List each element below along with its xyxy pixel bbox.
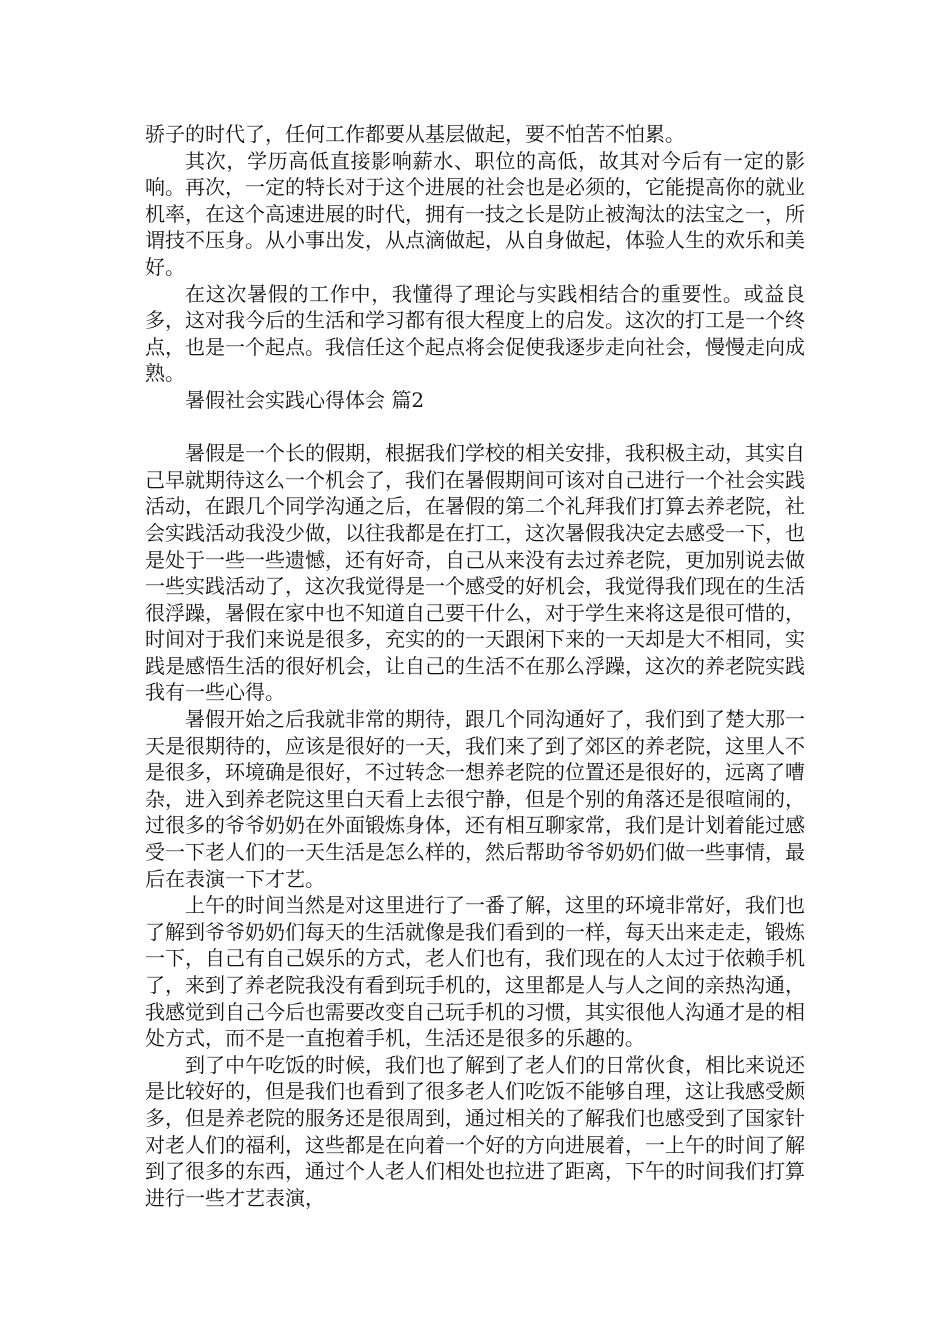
paragraph: 暑假是一个长的假期，根据我们学校的相关安排，我积极主动，其实自己早就期待这么一个机会了，我们在暑假期间可该对自己进行一个社会实践活动，在跟几个同学沟通之后，在暑假的第二个礼拜我们打算去养老院，社会实践活动我没少做，以往我都是在打工，这次暑假我决定去感受一下，也是处于一些一些遗憾，还有好奇，自己从来没有去过养老院，更加别说去做一些实践活动了，这次我觉得是一个感受的好机会，我觉得我们现在的生活很浮躁，暑假在家中也不知道自己要干什么，对于学生来将这是很可惜的，时间对于我们来说是很多，充实的的一天跟闲下来的一天却是大不相同，实践是感悟生活的很好机会，让自己的生活不在那么浮躁，这次的养老院实践我有一些心得。 [145, 441, 805, 705]
paragraph-continuation: 骄子的时代了，任何工作都要从基层做起，要不怕苦不怕累。 [145, 122, 685, 146]
paragraph: 到了中午吃饭的时候，我们也了解到了老人们的日常伙食，相比来说还是比较好的，但是我们也看到了很多老人们吃饭不能够自理，这让我感受颇多，但是养老院的服务还是很周到，通过相关的了解我们也感受到了国家针对老人们的福利，这些都是在向着一个好的方向进展着，一上午的时间了解到了很多的东西，通过个人老人们相处也拉进了距离，下午的时间我们打算进行一些才艺表演， [145, 1052, 805, 1210]
blank-line [145, 414, 805, 441]
document-page [145, 121, 805, 1211]
paragraph: 上午的时间当然是对这里进行了一番了解，这里的环境非常好，我们也了解到爷爷奶奶们每天的生活就像是我们看到的一样，每天出来走走，锻炼一下，自己有自己娱乐的方式，老人们也有，我们现在的人太过于依赖手机了，来到了养老院我没有看到玩手机的，这里都是人与人之间的亲热沟通，我感觉到自己今后也需要改变自己玩手机的习惯，其实很他人沟通才是的相处方式，而不是一直抱着手机，生活还是很多的乐趣的。 [145, 893, 805, 1051]
paragraph: 在这次暑假的工作中，我懂得了理论与实践相结合的重要性。或益良多，这对我今后的生活和学习都有很大程度上的启发。这次的打工是一个终点，也是一个起点。我信任这个起点将会促使我逐步走向社会，慢慢走向成熟。 [145, 281, 805, 386]
section-heading: 暑假社会实践心得体会 篇2 [185, 387, 425, 412]
paragraph: 其次，学历高低直接影响薪水、职位的高低，故其对今后有一定的影响。再次，一定的特长对于这个进展的社会也是必须的，它能提高你的就业机率，在这个高速进展的时代，拥有一技之长是防止被淘汰的法宝之一，所谓技不压身。从小事出发，从点滴做起，从自身做起，体验人生的欢乐和美好。 [145, 148, 805, 279]
paragraph: 暑假开始之后我就非常的期待，跟几个同沟通好了，我们到了楚大那一天是很期待的，应该是很好的一天，我们来了到了郊区的养老院，这里人不是很多，环境确是很好，不过转念一想养老院的位置还是很好的，远离了嘈杂，进入到养老院这里白天看上去很宁静，但是个别的角落还是很喧闹的，过很多的爷爷奶奶在外面锻炼身体，还有相互聊家常，我们是计划着能过感受一下老人们的一天生活是怎么样的，然后帮助爷爷奶奶们做一些事情，最后在表演一下才艺。 [145, 707, 805, 891]
